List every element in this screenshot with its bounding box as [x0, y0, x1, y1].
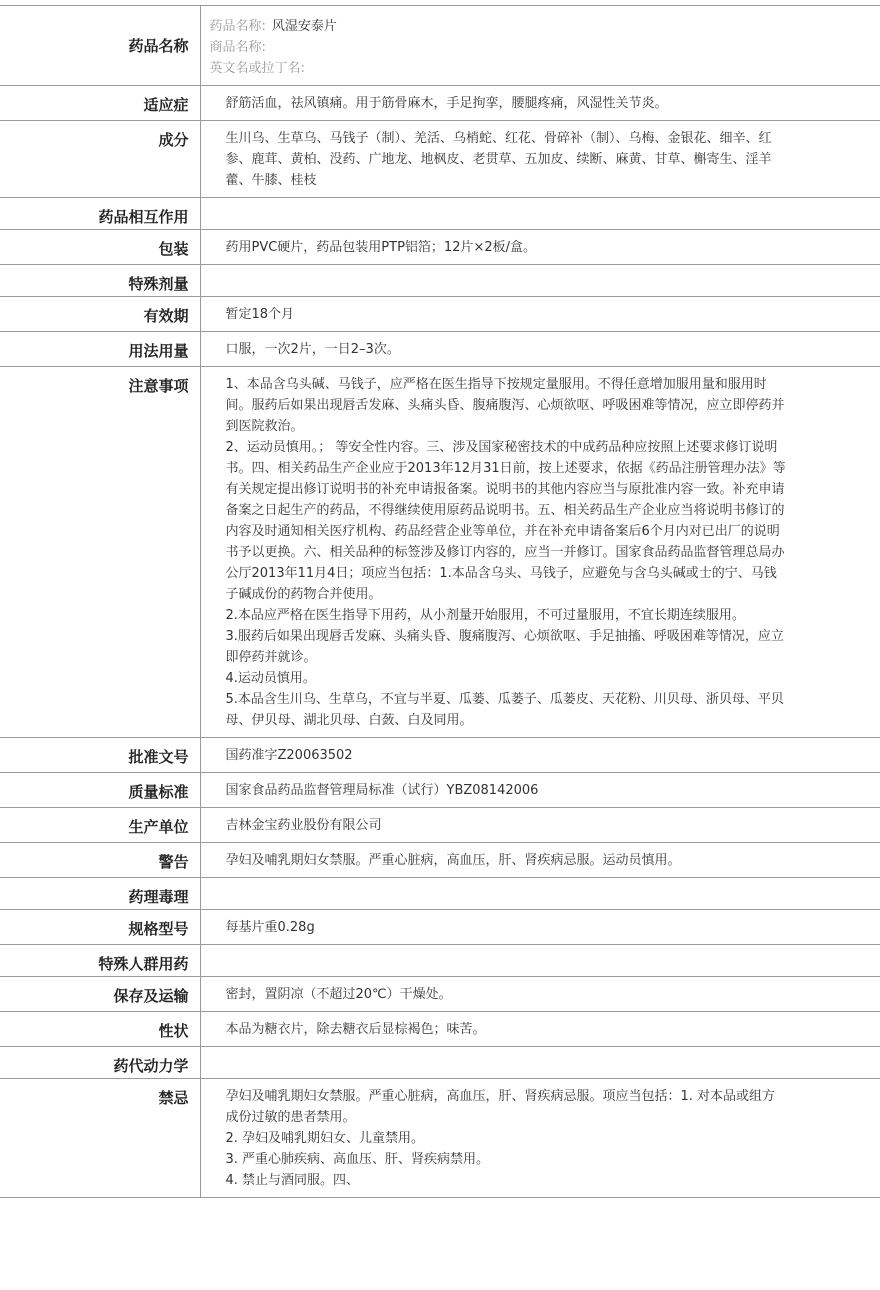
row-value: 生川乌、生草乌、马钱子（制）、羌活、乌梢蛇、红花、骨碎补（制）、乌梅、金银花、细辛、红参、鹿茸、黄柏、没药、广地龙、地枫皮、老贯草、五加皮、续断、麻黄、甘草、槲寄生、淫羊藿、牛膝、桂枝	[200, 121, 880, 198]
row-value: 本品为糖衣片，除去糖衣后显棕褐色；味苦。	[200, 1012, 880, 1047]
contraindication-paragraph: 2. 孕妇及哺乳期妇女、儿童禁用。	[225, 1131, 425, 1146]
row-contraindications	[0, 1079, 880, 1198]
row-value	[200, 878, 880, 910]
row-approval-number	[0, 738, 880, 773]
contraindication-paragraph: 3. 严重心肺疾病、高血压、肝、肾疾病禁用。	[225, 1152, 490, 1167]
row-quality-standard	[0, 773, 880, 808]
precaution-paragraph: 5.本品含生川乌、生草乌，不宜与半夏、瓜蒌、瓜蒌子、瓜蒌皮、天花粉、川贝母、浙贝母、平贝母、伊贝母、湖北贝母、白蔹、白及同用。	[225, 692, 784, 728]
trade-name-key: 商品名称:	[209, 40, 266, 55]
precaution-paragraph: 2、运动员慎用。； 等安全性内容。三、涉及国家秘密技术的中成药品种应按照上述要求修订说明书。四、相关药品生产企业应于2013年12月31日前，按上述要求，依据《药品注册管理办法》等有关规定提出修订说明书的补充申请报备案。说明书的其他内容应当与原批准内容一致。补充申请备案之日起生产的药品，不得继续使用原药品说明书。五、相关药品生产企业应当将说明书修订的内容及时通知相关医疗机构、药品经营企业等单位，并在补充申请备案后6个月内对已出厂的说明书予以更换。六、相关品种的标签涉及修订内容的，应当一并修订。国家食品药品监督管理总局办公厅2013年11月4日；项应当包括：1.本品含乌头、马钱子，应避免与含乌头碱或士的宁、马钱子碱成份的药物合并使用。	[225, 440, 786, 602]
row-specification	[0, 910, 880, 945]
row-label: 适应症	[0, 86, 200, 121]
row-interactions	[0, 198, 880, 230]
row-value: 国药准字Z20063502	[200, 738, 880, 773]
row-description	[0, 1012, 880, 1047]
english-name-line	[210, 58, 861, 79]
row-indication	[0, 86, 880, 121]
row-pharmacology	[0, 878, 880, 910]
row-label: 批准文号	[0, 738, 200, 773]
row-value	[200, 1079, 880, 1198]
row-special-dosage	[0, 265, 880, 297]
row-drug-name	[0, 6, 880, 86]
row-label: 性状	[0, 1012, 200, 1047]
row-label: 保存及运输	[0, 977, 200, 1012]
contraindication-paragraph: 4. 禁止与酒同服。四、	[225, 1173, 360, 1188]
row-pharmacokinetics	[0, 1047, 880, 1079]
row-label: 药品名称	[0, 6, 200, 86]
row-package	[0, 230, 880, 265]
precaution-paragraph: 2.本品应严格在医生指导下用药，从小剂量开始服用，不可过量服用，不宜长期连续服用。	[225, 608, 745, 623]
generic-name-value: 风湿安泰片	[271, 19, 337, 34]
row-value: 国家食品药品监督管理局标准（试行）YBZ08142006	[200, 773, 880, 808]
row-value	[200, 945, 880, 977]
trade-name-line	[210, 37, 861, 58]
row-value: 每基片重0.28g	[200, 910, 880, 945]
precaution-paragraph: 4.运动员慎用。	[225, 671, 316, 686]
row-label: 成分	[0, 121, 200, 198]
row-usage	[0, 332, 880, 367]
row-label: 特殊剂量	[0, 265, 200, 297]
row-label: 警告	[0, 843, 200, 878]
row-label: 特殊人群用药	[0, 945, 200, 977]
contraindication-paragraph: 孕妇及哺乳期妇女禁服。严重心脏病，高血压，肝、肾疾病忌服。项应当包括：1. 对本品或组方成份过敏的患者禁用。	[225, 1089, 776, 1125]
row-value: 密封，置阴凉（不超过20℃）干燥处。	[200, 977, 880, 1012]
generic-name-key: 药品名称:	[209, 19, 266, 34]
row-special-population	[0, 945, 880, 977]
row-label: 禁忌	[0, 1079, 200, 1198]
row-value: 药用PVC硬片，药品包装用PTP铝箔；12片×2板/盒。	[200, 230, 880, 265]
row-validity	[0, 297, 880, 332]
row-value: 舒筋活血，祛风镇痛。用于筋骨麻木，手足拘挛，腰腿疼痛，风湿性关节炎。	[200, 86, 880, 121]
generic-name-line	[210, 16, 861, 37]
row-label: 药代动力学	[0, 1047, 200, 1079]
row-value: 吉林金宝药业股份有限公司	[200, 808, 880, 843]
row-label: 规格型号	[0, 910, 200, 945]
row-value: 口服，一次2片，一日2–3次。	[200, 332, 880, 367]
drug-name-values	[200, 6, 880, 86]
row-value: 孕妇及哺乳期妇女禁服。严重心脏病，高血压，肝、肾疾病忌服。运动员慎用。	[200, 843, 880, 878]
row-warning	[0, 843, 880, 878]
english-name-key: 英文名或拉丁名:	[209, 61, 305, 76]
row-label: 药理毒理	[0, 878, 200, 910]
row-value	[200, 198, 880, 230]
row-label: 有效期	[0, 297, 200, 332]
row-precautions	[0, 367, 880, 738]
drug-info-table	[0, 5, 880, 1198]
row-label: 质量标准	[0, 773, 200, 808]
row-label: 药品相互作用	[0, 198, 200, 230]
precaution-paragraph: 1、本品含乌头碱、马钱子，应严格在医生指导下按规定量服用。不得任意增加服用量和服用时间。服药后如果出现唇舌发麻、头痛头昏、腹痛腹泻、心烦欲呕、呼吸困难等情况，应立即停药并到医院救治。	[225, 377, 785, 434]
row-value	[200, 265, 880, 297]
row-manufacturer	[0, 808, 880, 843]
row-label: 用法用量	[0, 332, 200, 367]
row-label: 注意事项	[0, 367, 200, 738]
row-label: 包装	[0, 230, 200, 265]
row-storage	[0, 977, 880, 1012]
row-value: 暂定18个月	[200, 297, 880, 332]
row-value	[200, 367, 880, 738]
precaution-paragraph: 3.服药后如果出现唇舌发麻、头痛头昏、腹痛腹泻、心烦欲呕、手足抽搐、呼吸困难等情况，应立即停药并就诊。	[225, 629, 784, 665]
row-value	[200, 1047, 880, 1079]
row-label: 生产单位	[0, 808, 200, 843]
row-ingredients	[0, 121, 880, 198]
